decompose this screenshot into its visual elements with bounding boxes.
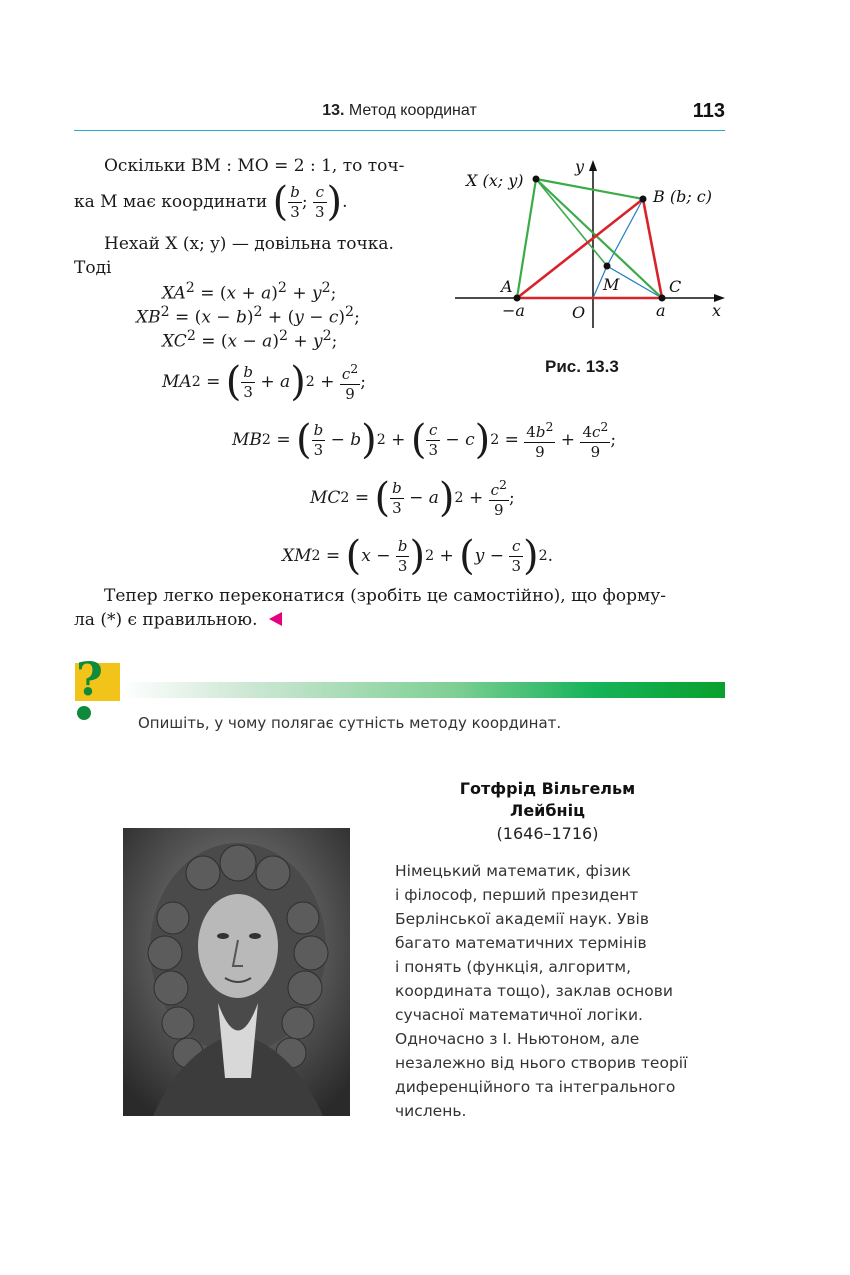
label-y-axis: y [575,157,585,176]
question-mark-icon: ? [76,652,103,706]
label-origin: O [572,303,586,322]
figure-13-3 [450,150,730,330]
figure-caption: Рис. 13.3 [545,357,619,376]
segment-xa [517,179,536,298]
conclusion-line-1: Тепер легко переконатися (зробіть це самостійно), що форму- [104,586,666,606]
label-a-point: A [501,277,513,296]
chapter-title: 13. Метод координат [322,102,477,119]
conclusion-line-2: ла (*) є правильною. [74,608,283,632]
formula-mc: MC 2 = ( $\frac{b}{3}$ − a ) 2 + $\frac{c^2}{9}$ ; [310,475,515,521]
formula-ma: MA 2 = ( $\frac{b}{3}$ + a ) 2 + $\frac{c^2}{9}$ ; [162,359,366,405]
page-header [74,100,725,131]
label-a: a [656,301,666,320]
paragraph-2-line-2: Тоді [74,258,112,278]
formula-xb: $XB^2 = (x - b)^2 + (y - c)^2$; [136,304,360,328]
portrait-illustration [123,828,350,1116]
paragraph-1-line-1: Оскільки BM : MO = 2 : 1, то точ- [104,156,405,176]
bio-text: Німецький математик, фізик і філософ, перший президент Берлінської академії наук. Увів багато математичних термінів і понять (функція, алгоритм, координата тощо), заклав основи сучасної математичної логіки. Одночасно з І. Ньютоном, але незалежно від нього створив теорії диференційного та інтегрального числень. [395,862,688,1120]
point-m [604,263,611,270]
segment-xb [536,179,643,199]
point-b [640,196,647,203]
formula-xc: $XC^2 = (x - a)^2 + y^2$; [162,328,338,352]
label-b-point: B (b; c) [653,187,713,206]
label-x-point: X (x; y) [466,171,524,190]
portrait-image [123,828,350,1116]
label-neg-a: −a [502,301,525,320]
question-text: Опишіть, у чому полягає сутність методу координат. [138,714,562,732]
label-x-axis: x [712,301,722,320]
end-of-proof-icon [267,611,283,627]
formula-mb: MB 2 = ( $\frac{b}{3}$ − b ) 2 + ( $\frac{c}{3}$ − c ) 2 = $\frac{4b^2}{9}$ + $\frac{4c^2}{9}$ ; [232,417,617,463]
median-bo [607,199,643,266]
paragraph-2-line-1: Нехай X (x; y) — довільна точка. [104,234,394,254]
question-bar [122,682,725,698]
bio-name: Готфрід Вільгельм Лейбніц [459,779,636,820]
page-number: 113 [692,100,725,122]
segment-xm [536,179,607,266]
formula-xm: XM 2 = ( x − $\frac{b}{3}$ ) 2 + ( y − $\frac{c}{3}$ ) 2 . [282,533,554,579]
point-x [533,176,540,183]
triangle-abc [517,199,662,298]
label-c-point: C [669,277,682,296]
y-axis-arrow [589,160,597,171]
formula-xa: $XA^2 = (x + a)^2 + y^2$; [162,280,337,304]
label-m-point: M [603,275,620,294]
question-dot-icon [77,706,91,720]
bio-years: (1646–1716) [496,824,599,843]
paragraph-1-line-2: ка M має координати ( $\frac{b}{3}$ ; $\frac{c}{3}$ ) . [74,179,348,225]
